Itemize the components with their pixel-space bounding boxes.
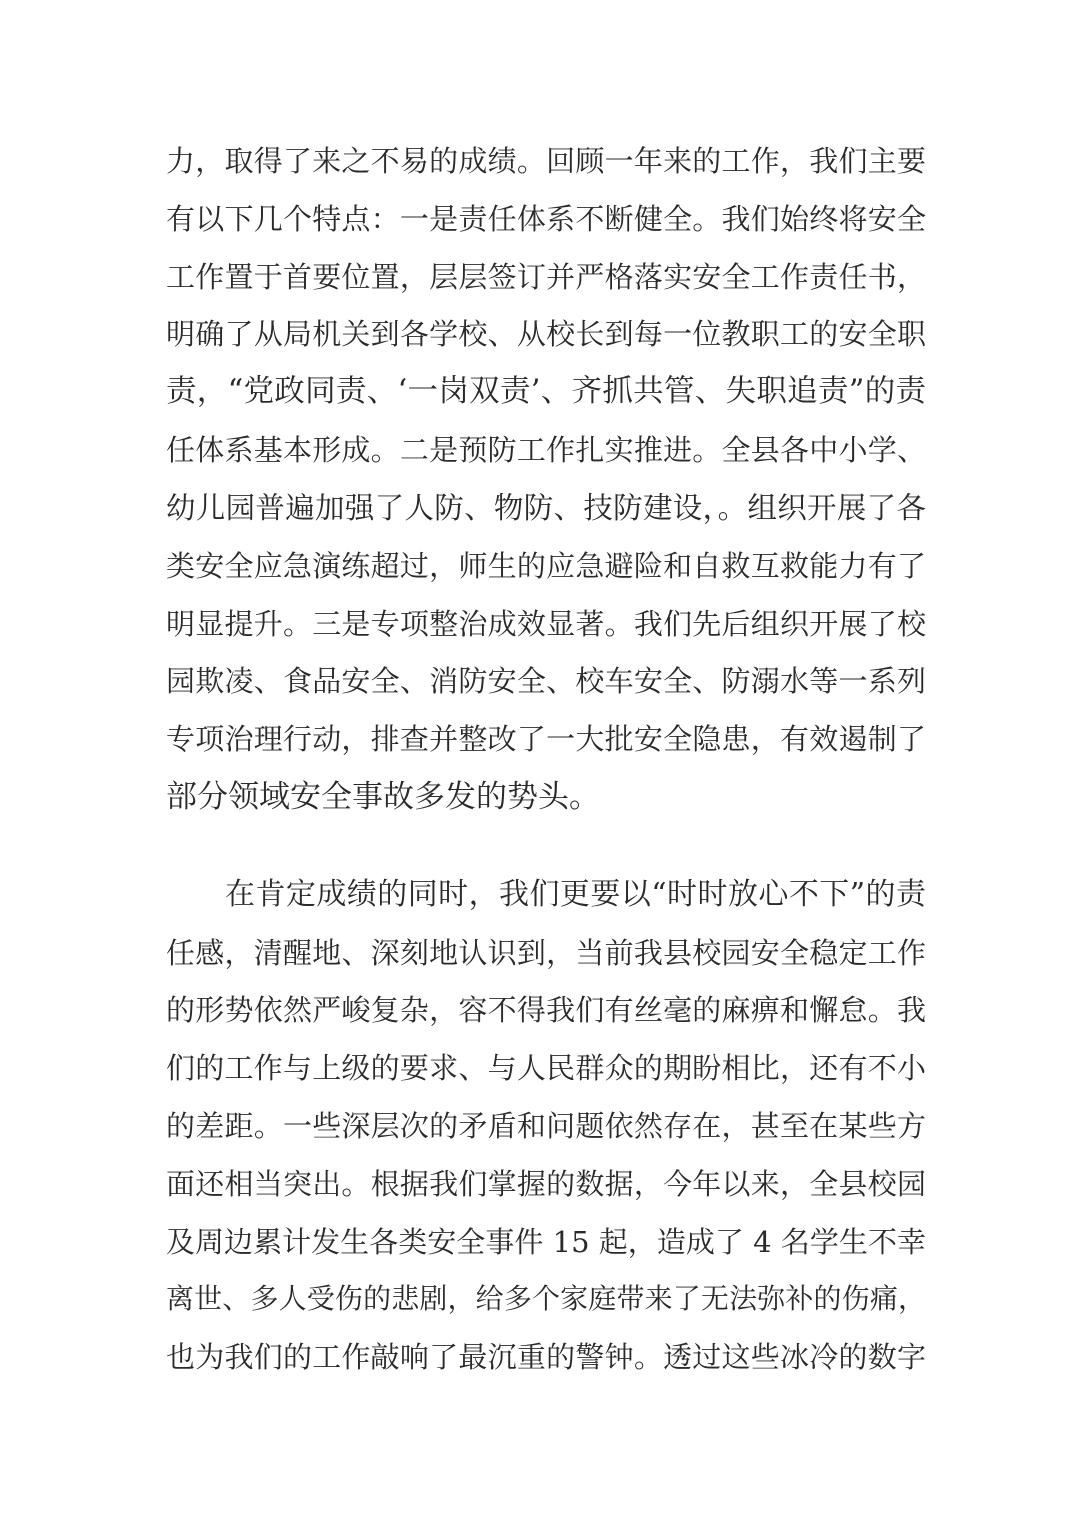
- paragraph-line: 离世、多人受伤的悲剧，给多个家庭带来了无法弥补的伤痛，: [166, 1282, 926, 1315]
- paragraph-line: 力，取得了来之不易的成绩。回顾一年来的工作，我们主要: [166, 144, 926, 178]
- paragraph-line: 专项治理行动，排查并整改了一大批安全隐患，有效遏制了: [166, 722, 926, 756]
- paragraph-line: 面还相当突出。根据我们掌握的数据，今年以来，全县校园: [166, 1167, 926, 1201]
- paragraph-line: 幼儿园普遍加强了人防、物防、技防建设，。组织开展了各: [166, 491, 926, 525]
- paragraph-line: 的形势依然严峻复杂，容不得我们有丝毫的麻痹和懈怠。我: [166, 993, 926, 1027]
- paragraph-line: 工作置于首要位置，层层签订并严格落实安全工作责任书，: [166, 260, 926, 294]
- paragraph-line: 们的工作与上级的要求、与人民群众的期盼相比，还有不小: [166, 1051, 926, 1085]
- paragraph-line: 任体系基本形成。二是预防工作扎实推进。全县各中小学、: [166, 433, 926, 467]
- paragraph-line: 责，“党政同责、‘一岗双责’、齐抓共管、失职追责”的责: [166, 374, 926, 409]
- paragraph-line: 也为我们的工作敲响了最沉重的警钟。透过这些冰冷的数字: [166, 1340, 926, 1374]
- paragraph-line: 在肯定成绩的同时，我们更要以“时时放心不下”的责: [225, 877, 926, 912]
- paragraph-line: 明确了从局机关到各学校、从校长到每一位教职工的安全职: [166, 317, 926, 351]
- paragraph-line: 园欺凌、食品安全、消防安全、校车安全、防溺水等一系列: [166, 664, 926, 698]
- paragraph-line: 及周边累计发生各类安全事件 15 起，造成了 4 名学生不幸: [166, 1225, 926, 1259]
- paragraph-line: 明显提升。三是专项整治成效显著。我们先后组织开展了校: [166, 607, 926, 641]
- paragraph-line: 的差距。一些深层次的矛盾和问题依然存在，甚至在某些方: [166, 1109, 926, 1143]
- paragraph-line: 有以下几个特点：一是责任体系不断健全。我们始终将安全: [166, 202, 926, 236]
- paragraph-line: 部分领域安全事故多发的势头。: [166, 779, 600, 815]
- paragraph-line: 类安全应急演练超过，师生的应急避险和自救互救能力有了: [166, 549, 926, 583]
- paragraph-line: 任感，清醒地、深刻地认识到，当前我县校园安全稳定工作: [166, 936, 926, 970]
